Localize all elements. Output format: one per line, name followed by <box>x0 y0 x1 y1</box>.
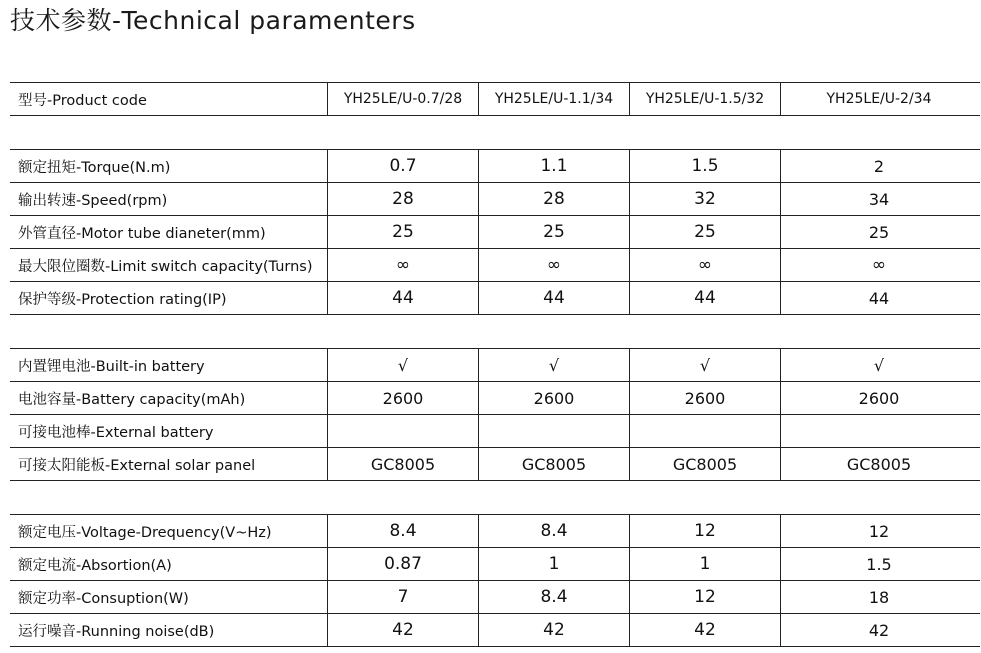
row-value: 28 <box>328 183 479 215</box>
row-value: 42 <box>479 614 630 646</box>
row-value: 2600 <box>858 388 900 408</box>
row-label: 额定功率-Consuption(W) <box>10 581 328 613</box>
row-value: 25 <box>328 216 479 248</box>
row-value: 2600 <box>479 382 630 414</box>
row-value: 32 <box>630 183 781 215</box>
group-electrical <box>10 514 980 647</box>
row-value: 1.5 <box>630 150 781 182</box>
row-label: 内置锂电池-Built-in battery <box>10 349 328 381</box>
row-value: 0.87 <box>328 548 479 580</box>
row-value: 44 <box>630 282 781 314</box>
row-value: 1.5 <box>866 554 892 574</box>
table-row <box>10 447 980 481</box>
row-value: 7 <box>328 581 479 613</box>
row-value: 42 <box>630 614 781 646</box>
row-value: 34 <box>868 189 890 209</box>
row-value: 0.7 <box>328 150 479 182</box>
row-label: 额定电流-Absortion(A) <box>10 548 328 580</box>
row-value: ∞ <box>328 249 479 281</box>
row-value <box>781 415 977 447</box>
row-value: √ <box>328 349 479 381</box>
table-row <box>10 547 980 580</box>
row-value: ∞ <box>871 255 887 275</box>
row-value: 8.4 <box>479 515 630 547</box>
row-value: √ <box>630 349 781 381</box>
row-value: GC8005 <box>479 448 630 480</box>
row-value: 2600 <box>328 382 479 414</box>
row-value: 42 <box>868 620 890 640</box>
table-row <box>10 281 980 315</box>
table-row <box>10 149 980 182</box>
row-value: GC8005 <box>630 448 781 480</box>
model-1: YH25LE/U-1.1/34 <box>479 83 630 115</box>
row-value: 44 <box>868 288 890 308</box>
row-value: 42 <box>328 614 479 646</box>
row-label: 保护等级-Protection rating(IP) <box>10 282 328 314</box>
row-label: 外管直径-Motor tube dianeter(mm) <box>10 216 328 248</box>
row-label: 电池容量-Battery capacity(mAh) <box>10 382 328 414</box>
model-2: YH25LE/U-1.5/32 <box>630 83 781 115</box>
row-value: 2 <box>873 156 885 176</box>
table-row <box>10 613 980 647</box>
row-value: 25 <box>479 216 630 248</box>
row-value: √ <box>873 355 885 375</box>
row-label: 运行噪音-Running noise(dB) <box>10 614 328 646</box>
row-value: 2600 <box>630 382 781 414</box>
table-row <box>10 215 980 248</box>
row-value: 8.4 <box>328 515 479 547</box>
table-row <box>10 414 980 447</box>
row-value: 44 <box>328 282 479 314</box>
row-label: 最大限位圈数-Limit switch capacity(Turns) <box>10 249 328 281</box>
row-value: 8.4 <box>479 581 630 613</box>
row-value <box>479 415 630 447</box>
row-value: GC8005 <box>328 448 479 480</box>
row-label: 可接电池棒-External battery <box>10 415 328 447</box>
row-label: 可接太阳能板-External solar panel <box>10 448 328 480</box>
spec-table <box>10 82 980 647</box>
row-value: 1 <box>479 548 630 580</box>
row-value: ∞ <box>479 249 630 281</box>
row-value: 25 <box>630 216 781 248</box>
row-value <box>328 415 479 447</box>
model-0: YH25LE/U-0.7/28 <box>328 83 479 115</box>
row-label: 输出转速-Speed(rpm) <box>10 183 328 215</box>
row-value: 44 <box>479 282 630 314</box>
group-battery <box>10 348 980 481</box>
row-value: ∞ <box>630 249 781 281</box>
row-value: 12 <box>868 521 890 541</box>
header-label: 型号-Product code <box>10 83 328 115</box>
header-row <box>10 82 980 116</box>
row-value: 25 <box>868 222 890 242</box>
model-3: YH25LE/U-2/34 <box>826 91 932 107</box>
row-value: 1.1 <box>479 150 630 182</box>
row-value: 12 <box>630 515 781 547</box>
table-row <box>10 348 980 381</box>
row-value: 12 <box>630 581 781 613</box>
row-value: 18 <box>868 587 890 607</box>
row-value: 28 <box>479 183 630 215</box>
page-title: 技术参数-Technical paramenters <box>10 6 416 35</box>
group-performance <box>10 149 980 315</box>
table-row <box>10 248 980 281</box>
row-value <box>630 415 781 447</box>
table-row <box>10 580 980 613</box>
row-label: 额定电压-Voltage-Drequency(V~Hz) <box>10 515 328 547</box>
row-label: 额定扭矩-Torque(N.m) <box>10 150 328 182</box>
row-value: GC8005 <box>846 454 912 474</box>
row-value: 1 <box>630 548 781 580</box>
row-value: √ <box>479 349 630 381</box>
table-row <box>10 182 980 215</box>
table-row <box>10 514 980 547</box>
table-row <box>10 381 980 414</box>
